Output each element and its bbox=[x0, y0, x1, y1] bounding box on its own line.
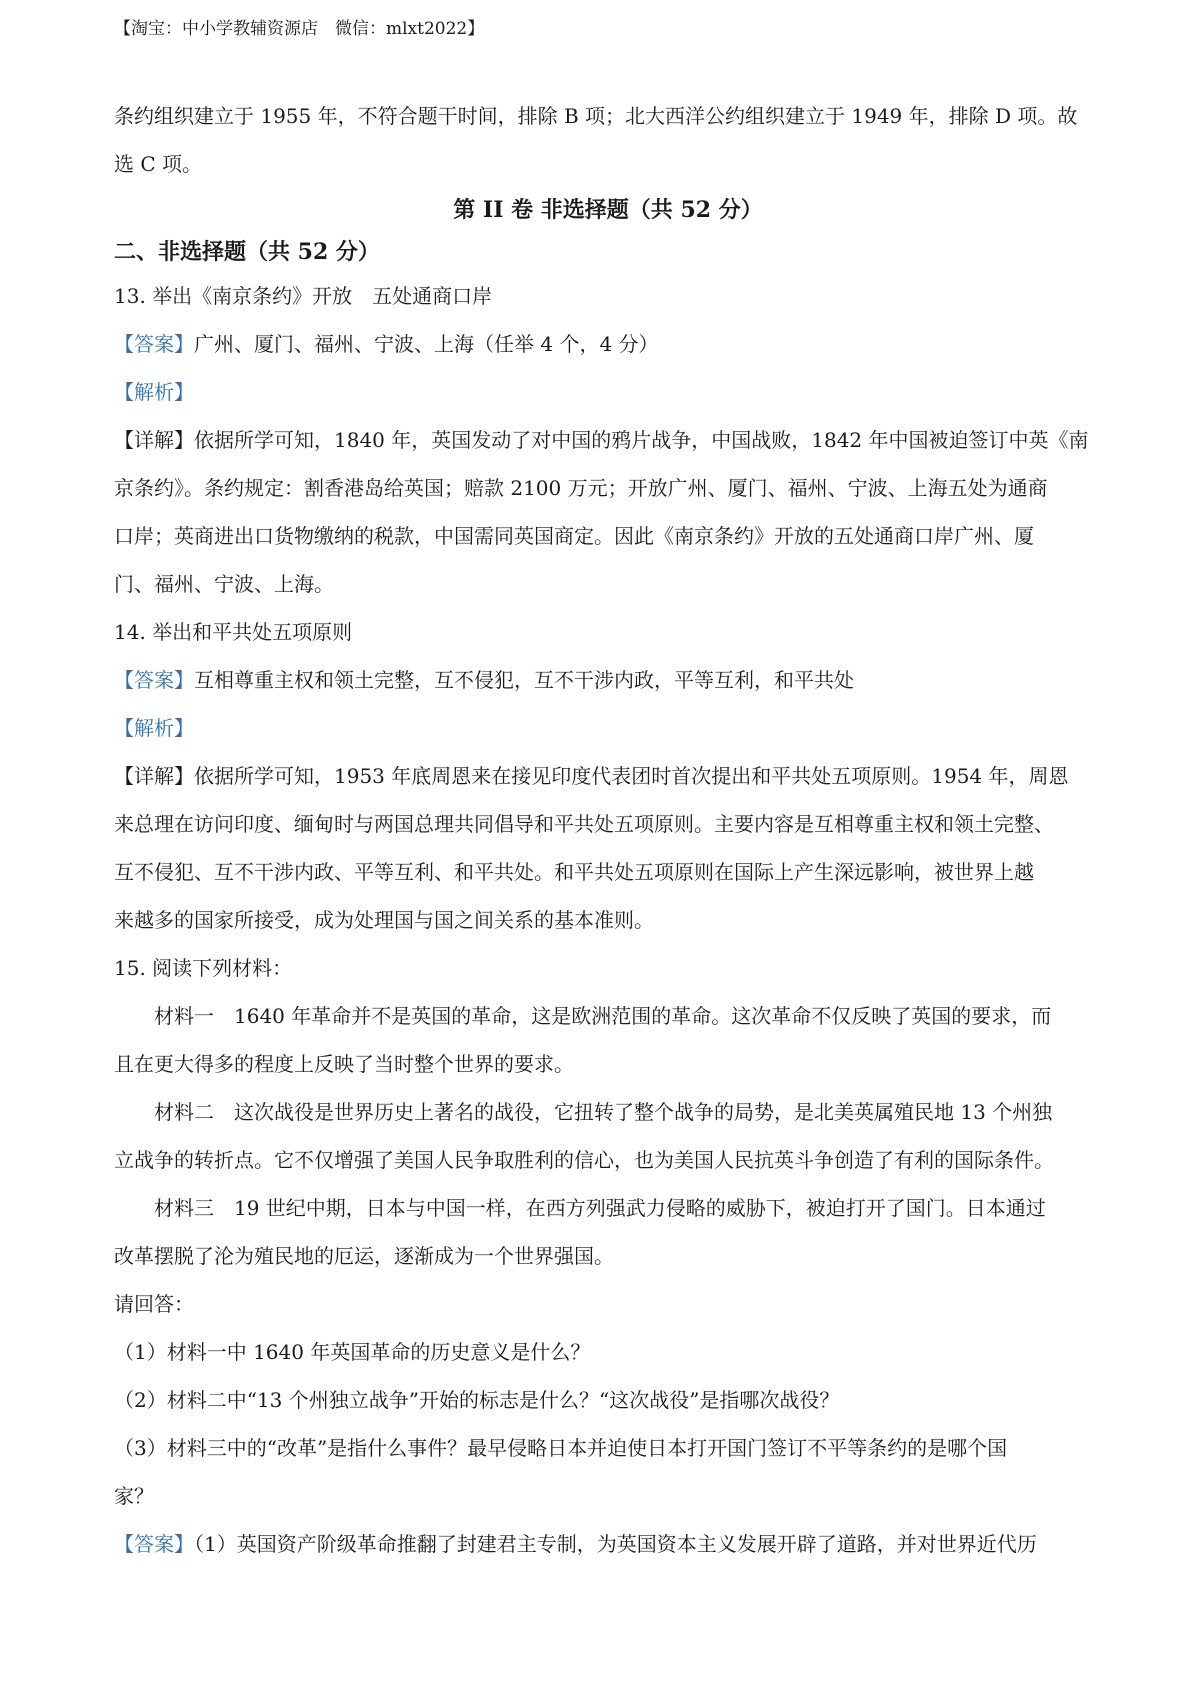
answer-tag: 【答案】 bbox=[114, 668, 194, 692]
detail-14-line-4: 来越多的国家所接受，成为处理国与国之间关系的基本准则。 bbox=[114, 908, 654, 932]
question-14: 14. 举出和平共处五项原则 bbox=[114, 620, 353, 644]
material-3-line-1: 材料三 19 世纪中期，日本与中国一样，在西方列强武力侵略的威胁下，被迫打开了国门。日本通过 bbox=[154, 1196, 1046, 1220]
sub-question-3-line-2: 家？ bbox=[114, 1484, 154, 1508]
answer-13 bbox=[114, 320, 1102, 368]
analysis-tag: 【解析】 bbox=[114, 380, 194, 404]
material-2-line-2: 立战争的转折点。它不仅增强了美国人民争取胜利的信心，也为美国人民抗英斗争创造了有利的国际条件。 bbox=[114, 1148, 1054, 1172]
answer-tag: 【答案】 bbox=[114, 1532, 194, 1556]
sub-question-1: （1）材料一中 1640 年英国革命的历史意义是什么？ bbox=[114, 1340, 591, 1364]
sub-question-3-line-1: （3）材料三中的“改革”是指什么事件？最早侵略日本并迫使日本打开国门签订不平等条约的是哪个国 bbox=[114, 1436, 1008, 1460]
question-13: 13. 举出《南京条约》开放 五处通商口岸 bbox=[114, 284, 493, 308]
detail-14-line-1: 【详解】依据所学可知，1953 年底周恩来在接见印度代表团时首次提出和平共处五项原则。1954 年，周恩 bbox=[114, 764, 1069, 788]
intro-line-1: 条约组织建立于 1955 年，不符合题干时间，排除 B 项；北大西洋公约组织建立于 1949 年，排除 D 项。故 bbox=[114, 104, 1078, 128]
material-1-line-1: 材料一 1640 年革命并不是英国的革命，这是欧洲范围的革命。这次革命不仅反映了英国的要求，而 bbox=[154, 1004, 1052, 1028]
detail-13-line-3: 口岸；英商进出口货物缴纳的税款，中国需同英国商定。因此《南京条约》开放的五处通商口岸广州、厦 bbox=[114, 524, 1034, 548]
answer-tag: 【答案】 bbox=[114, 332, 194, 356]
analysis-14 bbox=[114, 704, 1102, 752]
section-title: 二、非选择题（共 52 分） bbox=[114, 239, 380, 265]
detail-14-line-2: 来总理在访问印度、缅甸时与两国总理共同倡导和平共处五项原则。主要内容是互相尊重主权和领土完整、 bbox=[114, 812, 1054, 836]
analysis-13 bbox=[114, 368, 1102, 416]
page-header-watermark: 【淘宝：中小学教辅资源店 微信：mlxt2022】 bbox=[114, 19, 485, 39]
material-1-line-2: 且在更大得多的程度上反映了当时整个世界的要求。 bbox=[114, 1052, 574, 1076]
detail-14-line-3: 互不侵犯、互不干涉内政、平等互利、和平共处。和平共处五项原则在国际上产生深远影响，被世界上越 bbox=[114, 860, 1034, 884]
answer-15-text: （1）英国资产阶级革命推翻了封建君主专制，为英国资本主义发展开辟了道路，并对世界近代历 bbox=[194, 1532, 1037, 1556]
answer-15 bbox=[114, 1520, 1102, 1568]
material-2-line-1: 材料二 这次战役是世界历史上著名的战役，它扭转了整个战争的局势，是北美英属殖民地 13 个州独 bbox=[154, 1100, 1053, 1124]
material-3-line-2: 改革摆脱了沦为殖民地的厄运，逐渐成为一个世界强国。 bbox=[114, 1244, 614, 1268]
prompt: 请回答： bbox=[114, 1292, 194, 1316]
detail-13-line-4: 门、福州、宁波、上海。 bbox=[114, 572, 334, 596]
answer-13-text: 广州、厦门、福州、宁波、上海（任举 4 个，4 分） bbox=[194, 332, 659, 356]
sub-question-2: （2）材料二中“13 个州独立战争”开始的标志是什么？“这次战役”是指哪次战役？ bbox=[114, 1388, 840, 1412]
answer-14 bbox=[114, 656, 1102, 704]
question-15: 15. 阅读下列材料： bbox=[114, 956, 293, 980]
answer-14-text: 互相尊重主权和领土完整，互不侵犯，互不干涉内政，平等互利，和平共处 bbox=[194, 668, 854, 692]
analysis-tag: 【解析】 bbox=[114, 716, 194, 740]
part-title: 第 II 卷 非选择题（共 52 分） bbox=[453, 197, 763, 223]
detail-tag: 【详解】 bbox=[114, 428, 194, 452]
detail-13-line-1: 【详解】依据所学可知，1840 年，英国发动了对中国的鸦片战争，中国战败，1842 年中国被迫签订中英《南 bbox=[114, 428, 1089, 452]
detail-13-line-2: 京条约》。条约规定：割香港岛给英国；赔款 2100 万元；开放广州、厦门、福州、宁波、上海五处为通商 bbox=[114, 476, 1048, 500]
document-body bbox=[114, 92, 1102, 1568]
intro-line-2: 选 C 项。 bbox=[114, 152, 203, 176]
detail-tag: 【详解】 bbox=[114, 764, 194, 788]
